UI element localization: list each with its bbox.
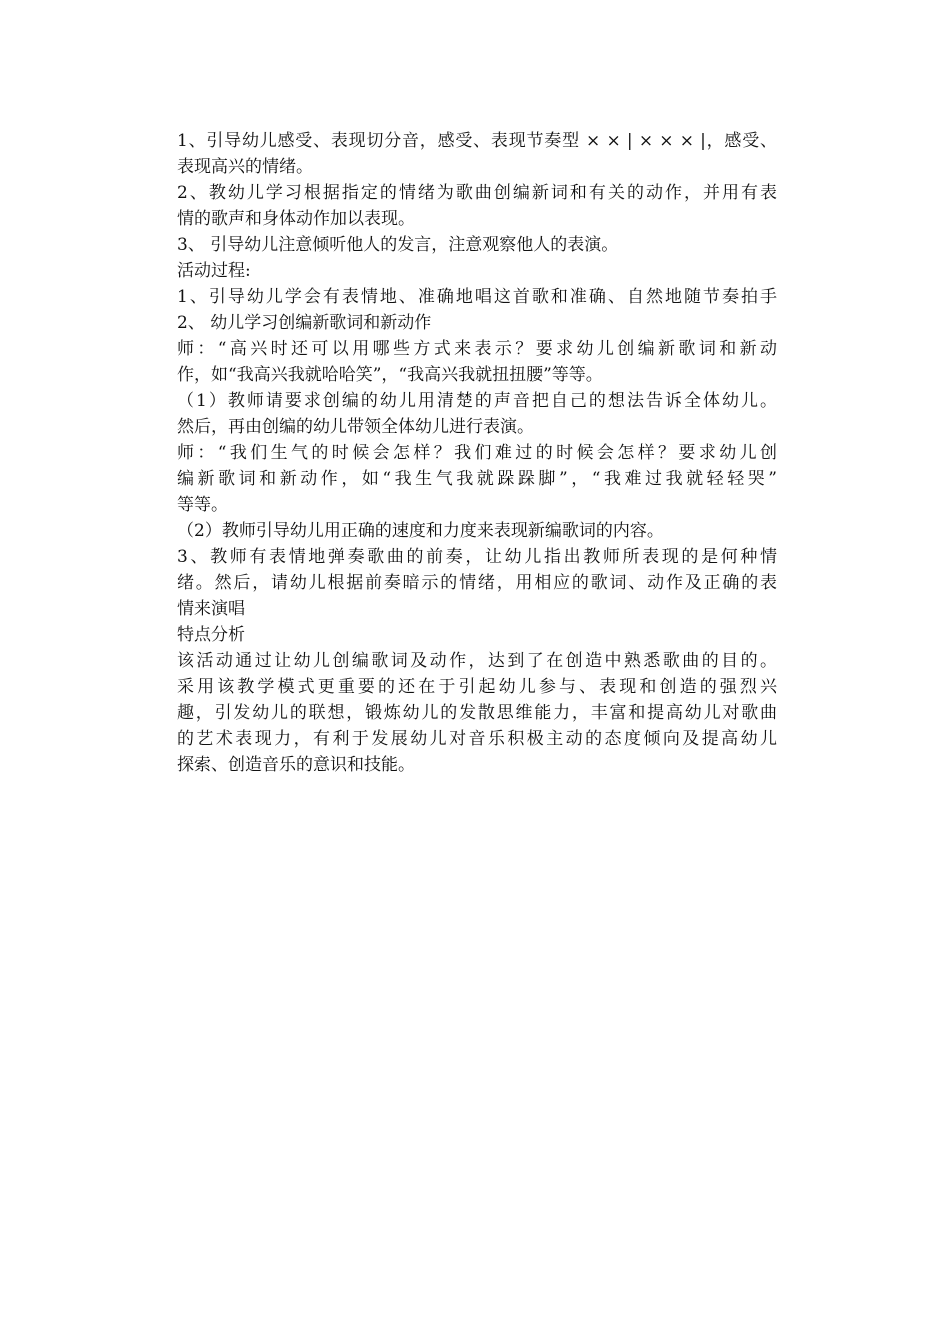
text-line: 师：“高兴时还可以用哪些方式来表示？要求幼儿创编新歌词和新动 <box>177 339 777 359</box>
text-line: 等等。 <box>177 495 228 515</box>
text-line: 趣，引发幼儿的联想，锻炼幼儿的发散思维能力，丰富和提高幼儿对歌曲 <box>177 703 777 723</box>
text-line: （2）教师引导幼儿用正确的速度和力度来表现新编歌词的内容。 <box>177 521 664 541</box>
text-line: 3、教师有表情地弹奏歌曲的前奏，让幼儿指出教师所表现的是何种情 <box>177 547 777 567</box>
text-line: 1、引导幼儿学会有表情地、准确地唱这首歌和准确、自然地随节奏拍手 <box>177 287 777 307</box>
text-line: 的艺术表现力，有利于发展幼儿对音乐积极主动的态度倾向及提高幼儿 <box>177 729 777 749</box>
document-body <box>177 128 777 778</box>
text-line: 作，如“我高兴我就哈哈笑”，“我高兴我就扭扭腰”等等。 <box>177 365 603 385</box>
text-line: 师：“我们生气的时候会怎样？我们难过的时候会怎样？要求幼儿创 <box>177 443 777 463</box>
text-line: 情来演唱 <box>177 599 245 619</box>
section-heading-process: 活动过程: <box>177 261 251 281</box>
text-line: 编新歌词和新动作，如“我生气我就跺跺脚”，“我难过我就轻轻哭” <box>177 469 777 489</box>
text-line: 采用该教学模式更重要的还在于引起幼儿参与、表现和创造的强烈兴 <box>177 677 777 697</box>
text-line: 情的歌声和身体动作加以表现。 <box>177 209 415 229</box>
text-line: 3、 引导幼儿注意倾听他人的发言，注意观察他人的表演。 <box>177 235 619 255</box>
section-heading-analysis: 特点分析 <box>177 625 245 645</box>
text-line: 2、教幼儿学习根据指定的情绪为歌曲创编新词和有关的动作，并用有表 <box>177 183 777 203</box>
text-line: 1、引导幼儿感受、表现切分音，感受、表现节奏型 × × | × × × |，感受、 <box>177 131 777 151</box>
text-line: 然后，再由创编的幼儿带领全体幼儿进行表演。 <box>177 417 534 437</box>
text-line: 绪。然后，请幼儿根据前奏暗示的情绪，用相应的歌词、动作及正确的表 <box>177 573 777 593</box>
text-line: 表现高兴的情绪。 <box>177 157 313 177</box>
text-line: 2、 幼儿学习创编新歌词和新动作 <box>177 313 432 333</box>
text-line: 探索、创造音乐的意识和技能。 <box>177 755 415 775</box>
text-line: （1）教师请要求创编的幼儿用清楚的声音把自己的想法告诉全体幼儿。 <box>177 391 777 411</box>
text-line: 该活动通过让幼儿创编歌词及动作，达到了在创造中熟悉歌曲的目的。 <box>177 651 777 671</box>
